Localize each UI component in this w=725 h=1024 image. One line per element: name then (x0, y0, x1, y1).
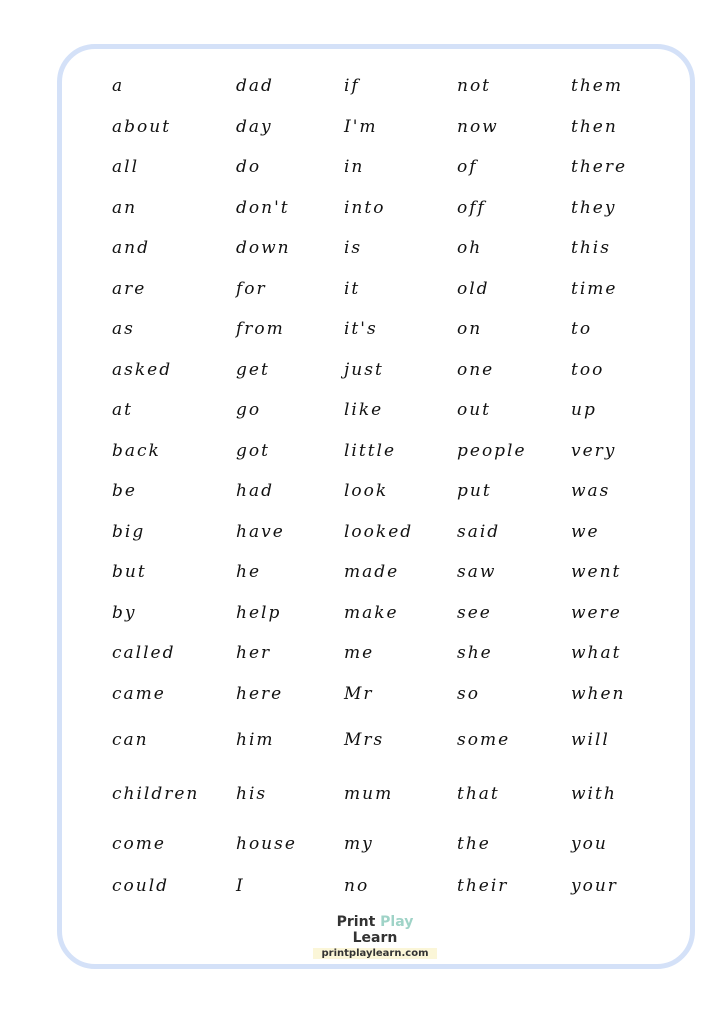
word: was (571, 481, 611, 502)
word: when (571, 683, 626, 704)
word: made (344, 562, 400, 583)
word: their (457, 876, 509, 897)
word: her (236, 643, 272, 664)
word: then (571, 116, 618, 137)
word: help (236, 602, 282, 623)
word: but (112, 562, 147, 583)
word: it's (344, 319, 378, 340)
word: time (571, 278, 618, 299)
word: it (344, 278, 361, 299)
word: came (112, 683, 166, 704)
word-row (112, 228, 681, 269)
word: the (457, 834, 491, 854)
word: little (344, 440, 397, 461)
word: went (571, 562, 622, 583)
word: Mrs (344, 730, 385, 750)
word-row (112, 431, 681, 472)
word: this (571, 238, 611, 259)
word: as (112, 319, 135, 340)
word: look (344, 481, 389, 502)
logo-learn: Learn (352, 930, 398, 946)
word: people (457, 440, 527, 461)
word: a (112, 76, 125, 97)
word: my (344, 834, 374, 854)
word-row (112, 593, 681, 634)
word: we (571, 521, 600, 542)
word: some (457, 730, 511, 750)
word: will (571, 730, 610, 750)
word: out (457, 400, 492, 421)
word: to (571, 319, 593, 340)
word: by (112, 602, 137, 623)
word: what (571, 643, 622, 664)
word: are (112, 278, 147, 299)
word-row (112, 269, 681, 310)
word: that (457, 784, 500, 804)
word: big (112, 521, 146, 542)
word: now (457, 116, 499, 137)
word: they (571, 197, 617, 218)
word-row (112, 512, 681, 553)
word: got (236, 440, 270, 461)
word: said (457, 521, 501, 542)
word: at (112, 400, 133, 421)
word: for (236, 278, 267, 299)
word: him (236, 730, 275, 750)
logo-title (313, 914, 437, 946)
word: one (457, 359, 495, 380)
word-row (112, 633, 681, 674)
word: go (236, 400, 262, 421)
word: had (236, 481, 274, 502)
word-row (112, 390, 681, 431)
logo-url: printplaylearn.com (313, 948, 437, 959)
word: don't (236, 197, 290, 218)
word: on (457, 319, 483, 340)
word: dad (236, 76, 274, 97)
word: come (112, 834, 166, 854)
word: of (457, 157, 478, 178)
word-list (112, 66, 681, 907)
word: like (344, 400, 384, 421)
word-row (112, 674, 681, 715)
word-row (112, 188, 681, 229)
word: down (236, 238, 291, 259)
logo-print: Print (336, 914, 376, 930)
word-row (112, 309, 681, 350)
word: have (236, 521, 285, 542)
word-row (112, 66, 681, 107)
word: could (112, 876, 170, 897)
word: put (457, 481, 492, 502)
word: day (236, 116, 273, 137)
word-row (112, 350, 681, 391)
word: were (571, 602, 622, 623)
word: can (112, 730, 149, 750)
word: back (112, 440, 161, 461)
word: looked (344, 521, 414, 542)
word-row (112, 866, 681, 907)
word: me (344, 643, 375, 664)
word-row (112, 471, 681, 512)
word: very (571, 440, 617, 461)
word: is (344, 238, 363, 259)
word: up (571, 400, 597, 421)
word: Mr (344, 683, 374, 704)
word: called (112, 643, 176, 664)
word: about (112, 116, 172, 137)
word: saw (457, 562, 497, 583)
word-row (112, 147, 681, 188)
word: so (457, 683, 480, 704)
word: she (457, 643, 493, 664)
word: asked (112, 359, 173, 380)
word: an (112, 197, 138, 218)
word: all (112, 157, 140, 178)
word: old (457, 278, 490, 299)
word: and (112, 238, 150, 259)
word-row (112, 822, 681, 866)
word: children (112, 784, 200, 804)
print-play-learn-logo (313, 914, 437, 959)
word: not (457, 76, 492, 97)
logo-play: Play (380, 914, 414, 930)
word: you (571, 834, 608, 854)
word-row (112, 714, 681, 766)
word: get (236, 359, 270, 380)
word: too (571, 359, 605, 380)
word: his (236, 784, 268, 804)
word: from (236, 319, 285, 340)
word: make (344, 602, 399, 623)
word-row (112, 552, 681, 593)
word: them (571, 76, 623, 97)
word: oh (457, 238, 483, 259)
word: just (344, 359, 384, 380)
word: your (571, 876, 618, 897)
word: mum (344, 784, 394, 804)
word: here (236, 683, 284, 704)
word: there (571, 157, 628, 178)
word-row (112, 107, 681, 148)
word: I'm (344, 116, 378, 137)
word-row (112, 766, 681, 822)
word: with (571, 784, 617, 804)
word: in (344, 157, 365, 178)
word: be (112, 481, 137, 502)
word: he (236, 562, 262, 583)
word: if (344, 76, 360, 97)
word: do (236, 157, 262, 178)
word: I (236, 876, 245, 897)
word: see (457, 602, 492, 623)
word: no (344, 876, 370, 897)
word: house (236, 834, 297, 854)
word: into (344, 197, 386, 218)
word: off (457, 197, 486, 218)
